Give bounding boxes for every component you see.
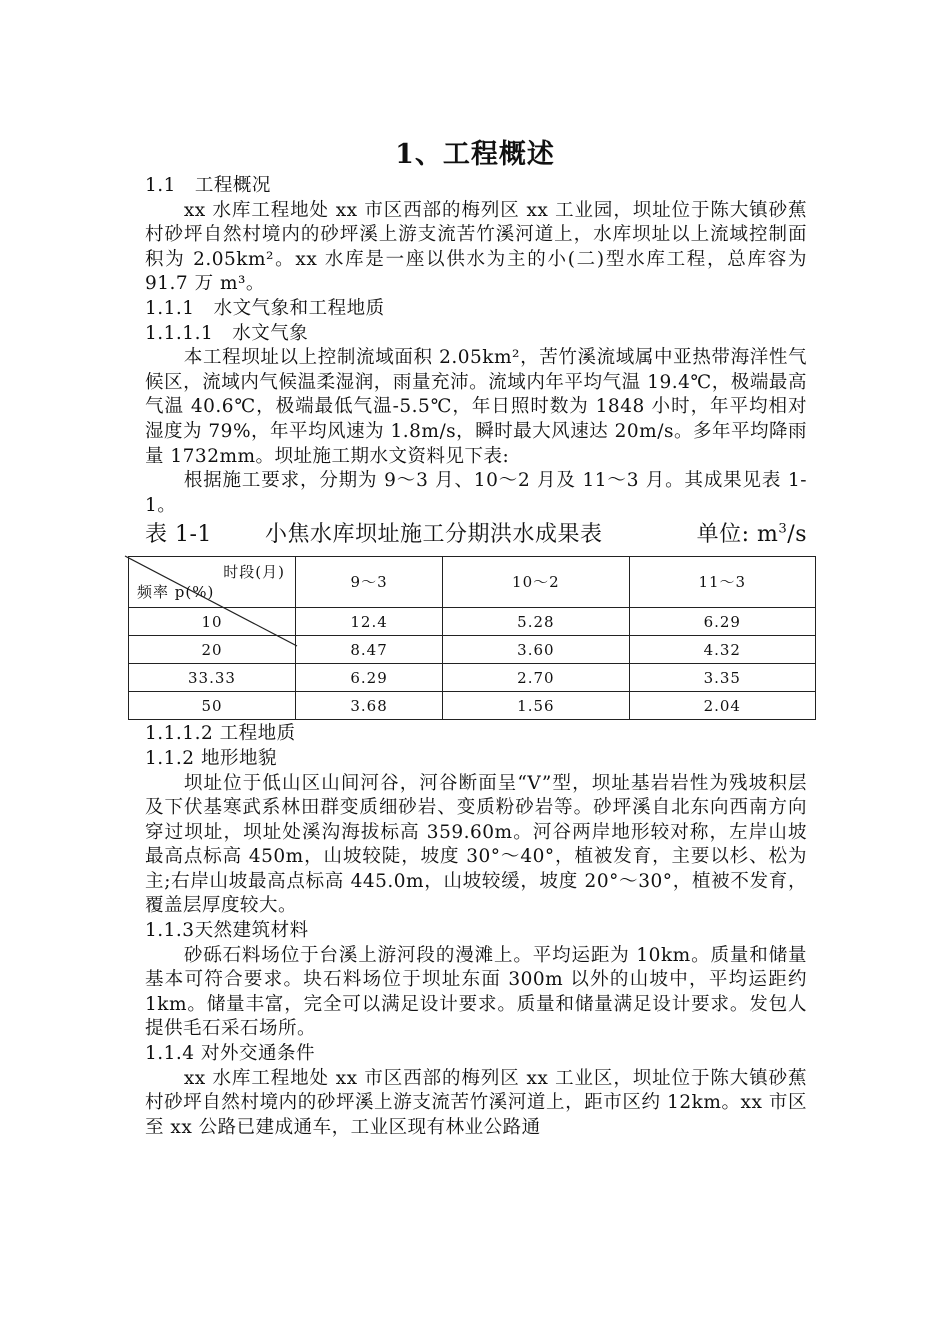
paragraph-materials: 砂砾石料场位于台溪上游河段的漫滩上。平均运距为 10km。质量和储量基本可符合要求。块石料场位于坝址东面 300m 以外的山坡中，平均运距约 1km。储量丰富，完全可以满足设计要求。质量和储量满足设计要求。发包人提供毛石采石场所。	[145, 944, 807, 1040]
frequency-cell: 10	[129, 608, 296, 636]
document-body	[137, 174, 807, 1140]
paragraph-transport: xx 水库工程地处 xx 市区西部的梅列区 xx 工业区，坝址位于陈大镇砂蕉村砂坪自然村境内的砂坪溪上游支流苦竹溪河道上，距市区约 12km。xx 市区至 xx 公路已建成通车，工业区现有林业公路通	[145, 1067, 807, 1138]
section-heading-1-1-1-2: 1.1.1.2 工程地质	[145, 723, 296, 745]
table-header-row	[129, 557, 816, 608]
table-cell: 6.29	[629, 608, 815, 636]
document-title: 1、工程概述	[395, 139, 555, 170]
section-heading-1-1-1: 1.1.1 水文气象和工程地质	[145, 297, 385, 319]
table-cell: 3.60	[443, 636, 629, 664]
paragraph-staging: 根据施工要求，分期为 9～3 月、10～2 月及 11～3 月。其成果见表 1-1。	[145, 470, 807, 516]
frequency-cell: 20	[129, 636, 296, 664]
table-cell: 12.4	[296, 608, 443, 636]
table-cell: 6.29	[296, 664, 443, 692]
diagonal-header-cell	[129, 557, 296, 608]
column-header: 9～3	[296, 557, 443, 608]
table-row	[129, 664, 816, 692]
table-cell: 3.68	[296, 692, 443, 720]
table-cell: 3.35	[629, 664, 815, 692]
paragraph-hydrology: 本工程坝址以上控制流域面积 2.05km²，苦竹溪流域属中亚热带海洋性气候区，流域内气候温柔湿润，雨量充沛。流域内年平均气温 19.4℃，极端最高气温 40.6℃，极端最低气温-5.5℃，年日照时数为 1848 小时，年平均相对湿度为 79%，年平均风速为 1.8m/s，瞬时最大风速达 20m/s。多年平均降雨量 1732mm。坝址施工期水文资料见下表:	[145, 347, 807, 467]
section-heading-1-1-2: 1.1.2 地形地貌	[145, 747, 277, 769]
table-cell: 2.70	[443, 664, 629, 692]
flood-table	[128, 556, 816, 720]
frequency-cell: 50	[129, 692, 296, 720]
section-heading-1-1-3: 1.1.3天然建筑材料	[145, 920, 309, 942]
section-heading-1-1-4: 1.1.4 对外交通条件	[145, 1043, 315, 1065]
table-title: 小焦水库坝址施工分期洪水成果表	[265, 522, 603, 548]
table-cell: 5.28	[443, 608, 629, 636]
table-cell: 1.56	[443, 692, 629, 720]
table-unit: 单位: $m^3/s$	[696, 521, 807, 548]
table-number: 表 1-1	[145, 522, 212, 548]
table-row	[129, 692, 816, 720]
section-heading-1-1-1-1: 1.1.1.1 水文气象	[145, 322, 309, 344]
table-cell: 4.32	[629, 636, 815, 664]
paragraph-overview: xx 水库工程地处 xx 市区西部的梅列区 xx 工业园，坝址位于陈大镇砂蕉村砂坪自然村境内的砂坪溪上游支流苦竹溪河道上，水库坝址以上流域控制面积为 2.05km²。xx 水库是一座以供水为主的小(二)型水库工程，总库容为 91.7 万 m³。	[145, 199, 807, 295]
paragraph-topography: 坝址位于低山区山间河谷，河谷断面呈“V”型，坝址基岩岩性为残坡积层及下伏基寒武系林田群变质细砂岩、变质粉砂岩等。砂坪溪自北东向西南方向穿过坝址，坝址处溪沟海拔标高 359.60m。河谷两岸地形较对称，左岸山坡最高点标高 450m，山坡较陡，坡度 30°～40°，植被发育，主要以杉、松为主;右岸山坡最高点标高 445.0m，山坡较缓，坡度 20°～30°，植被不发育，覆盖层厚度较大。	[145, 772, 807, 917]
frequency-header-label: 频率 p(%)	[137, 582, 215, 601]
section-heading-1-1: 1.1 工程概况	[145, 175, 271, 196]
table-cell: 8.47	[296, 636, 443, 664]
column-header: 11～3	[629, 557, 815, 608]
frequency-cell: 33.33	[129, 664, 296, 692]
period-header-label: 时段(月)	[223, 563, 285, 582]
table-cell: 2.04	[629, 692, 815, 720]
table-caption	[145, 520, 807, 550]
column-header: 10～2	[443, 557, 629, 608]
